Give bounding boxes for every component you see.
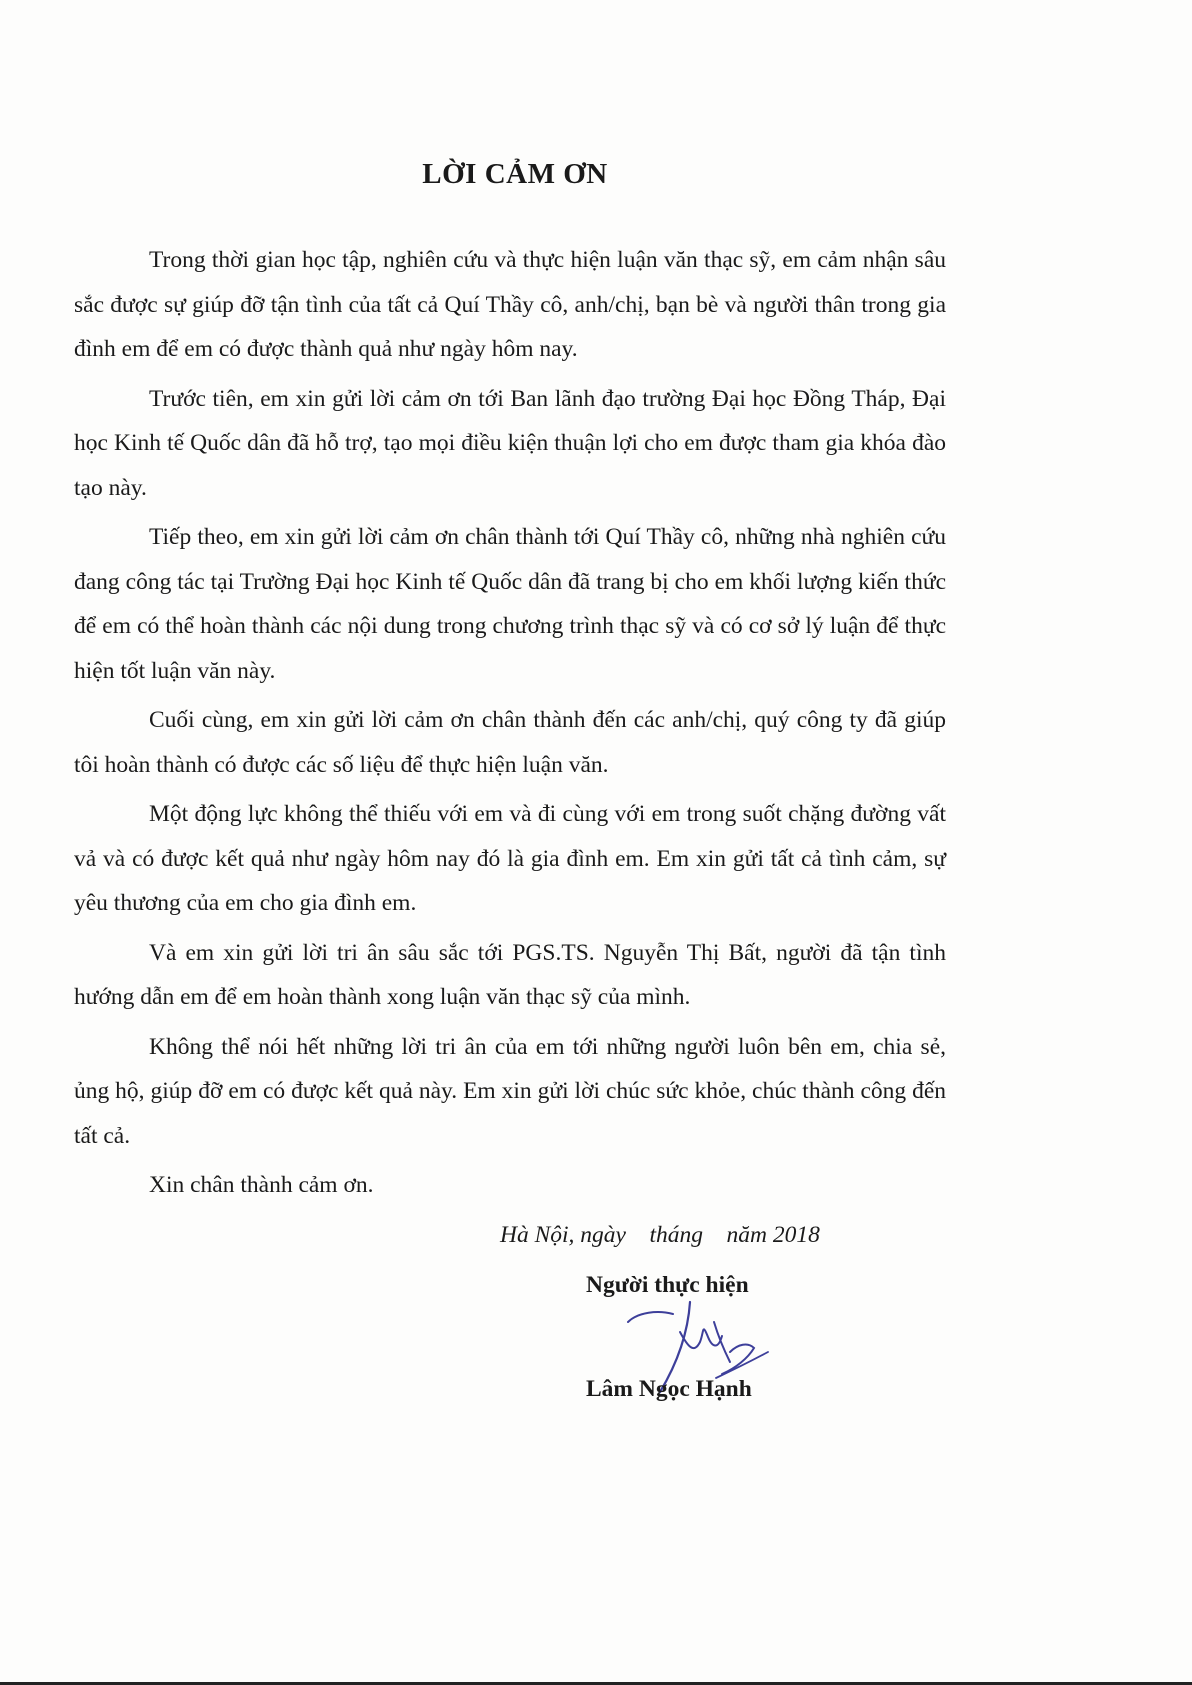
paragraph: Cuối cùng, em xin gửi lời cảm ơn chân thành đến các anh/chị, quý công ty đã giúp tôi hoàn thành có được các số liệu để thực hiện luận văn.: [74, 707, 946, 778]
paragraph: Và em xin gửi lời tri ân sâu sắc tới PGS.TS. Nguyễn Thị Bất, người đã tận tình hướng dẫn em để em hoàn thành xong luận văn thạc sỹ của mình.: [74, 939, 946, 1010]
paragraph: Tiếp theo, em xin gửi lời cảm ơn chân thành tới Quí Thầy cô, những nhà nghiên cứu đang công tác tại Trường Đại học Kinh tế Quốc dân đã trang bị cho em khối lượng kiến thức để em có thể hoàn thành các nội dung trong chương trình thạc sỹ và có cơ sở lý luận để thực hiện tốt luận văn này.: [74, 524, 946, 684]
page-title: LỜI CẢM ƠN: [422, 158, 608, 190]
signer-role: Người thực hiện: [586, 1272, 749, 1298]
signer-name: Lâm Ngọc Hạnh: [586, 1376, 752, 1402]
paragraph: Trước tiên, em xin gửi lời cảm ơn tới Ban lãnh đạo trường Đại học Đồng Tháp, Đại học Kinh tế Quốc dân đã hỗ trợ, tạo mọi điều kiện thuận lợi cho em được tham gia khóa đào tạo này.: [74, 385, 946, 501]
paragraph: Một động lực không thể thiếu với em và đi cùng với em trong suốt chặng đường vất vả và có được kết quả như ngày hôm nay đó là gia đình em. Em xin gửi tất cả tình cảm, sự yêu thương của em cho gia đình em.: [74, 801, 946, 916]
paragraph: Không thể nói hết những lời tri ân của em tới những người luôn bên em, chia sẻ, ủng hộ, giúp đỡ em có được kết quả này. Em xin gửi lời chúc sức khỏe, chúc thành công đến tất cả.: [74, 1033, 946, 1149]
paragraph: Trong thời gian học tập, nghiên cứu và thực hiện luận văn thạc sỹ, em cảm nhận sâu sắc được sự giúp đỡ tận tình của tất cả Quí Thầy cô, anh/chị, bạn bè và người thân trong gia đình em để em có được thành quả như ngày hôm nay.: [74, 247, 946, 362]
letter-body: [74, 238, 946, 1213]
date-line: Hà Nội, ngày tháng năm 2018: [500, 1222, 820, 1248]
closing-line: Xin chân thành cảm ơn.: [149, 1172, 374, 1198]
